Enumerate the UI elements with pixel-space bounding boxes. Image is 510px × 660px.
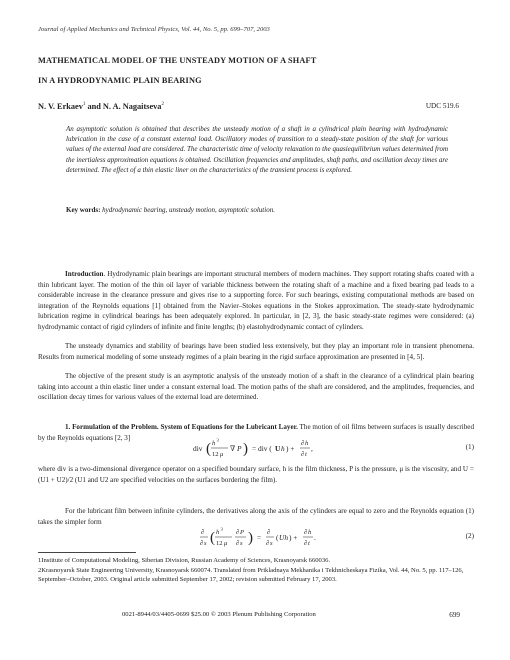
section-heading: 1. Formulation of the Problem. System of Equations for the Lubricant Layer. (65, 423, 298, 431)
paragraph-infinite-cylinders-text: For the lubricant film between infinite cylinders, the derivatives along the axis of the cylinders are equal to zero and the Reynolds equation (1) takes the simpler form (38, 507, 474, 526)
paragraph-unsteady-dynamics-text: The unsteady dynamics and stability of bearings have been studied less extensively, but they play an important role in transient phenomena. Results from numerical modeling of some unsteady regimes of a plain bearing in the rigid surface approximation are presented in [4, 5]. (38, 342, 474, 361)
keywords-label: Key words: (66, 206, 101, 214)
svg-text:∂: ∂ (304, 529, 308, 536)
svg-text:U: U (275, 444, 281, 453)
svg-text:(: ( (276, 533, 279, 542)
paper-title-line-2: IN A HYDRODYNAMIC PLAIN BEARING (38, 76, 202, 85)
svg-text:): ) (248, 530, 253, 546)
udc-code: UDC 519.6 (425, 102, 459, 110)
svg-text:(: ( (206, 441, 211, 457)
journal-header: Journal of Applied Mechanics and Technical Physics, Vol. 44, No. 5, pp. 699–707, 2003 (38, 26, 270, 33)
svg-text:μ: μ (220, 451, 224, 458)
svg-text:Uh: Uh (279, 533, 289, 542)
equation-2-number: (2) (465, 532, 474, 540)
svg-text:) +: ) + (289, 533, 298, 542)
svg-text:h: h (216, 529, 220, 536)
svg-text:∂: ∂ (301, 440, 305, 447)
paragraph-unsteady-dynamics (38, 341, 474, 362)
svg-text:(: ( (210, 530, 215, 546)
svg-text:) +: ) + (286, 444, 295, 453)
svg-text:.: . (314, 533, 316, 542)
svg-text:∂: ∂ (301, 451, 305, 458)
copyright-line: 0021-8944/03/4405-0699 $25.00 © 2003 Plenum Publishing Corporation (122, 611, 316, 618)
svg-text:div: div (193, 444, 203, 453)
svg-text:μ: μ (224, 540, 228, 547)
paragraph-infinite-cylinders (38, 506, 474, 527)
svg-text:P: P (237, 444, 242, 453)
author-1-affiliation-mark: 1 (82, 102, 86, 107)
svg-text:= div (: = div ( (252, 444, 272, 453)
svg-text:t: t (305, 451, 307, 458)
svg-text:3: 3 (216, 437, 219, 443)
svg-text:h: h (308, 529, 312, 536)
paper-title-line-1: MATHEMATICAL MODEL OF THE UNSTEADY MOTION OF A SHAFT (38, 56, 317, 65)
paragraph-introduction (38, 269, 474, 333)
equation-1-formula (38, 436, 474, 462)
svg-text:∇: ∇ (230, 444, 236, 453)
svg-text:s: s (204, 540, 207, 547)
equation-2-formula (38, 525, 474, 551)
author-list (38, 100, 164, 112)
introduction-text: . Hydrodynamic plain bearings are important structural members of modern machines. They support rotating shafts coated with a thin lubricant layer. The motion of the thin oil layer of variable thickness between the rotating shaft of a machine and a fixed bearing pad leads to a considerable increase in the clearance pressure and gives rise to a supporting force. For such bearings, existing computational methods are based on integration of the Reynolds equations [1] obtained from the Navier–Stokes equations in the Stokes approximation. The steady-state hydrodynamic lubrication regime in cylindrical bearings has been adequately explored. In particular, in [2, 3], the basic steady-state regimes were considered: (a) hydrodynamic contact of rigid cylinders of infinite and finite lengths; (b) elastohydrodynamic contact of cylinders. (38, 270, 474, 331)
svg-text:t: t (308, 540, 310, 547)
svg-text:h: h (212, 440, 216, 447)
svg-text:h: h (305, 440, 309, 447)
footnote-separator (38, 552, 136, 553)
svg-text:s: s (270, 540, 273, 547)
abstract: An asymptotic solution is obtained that describes the unsteady motion of a shaft in a cylindrical plain bearing with hydrodynamic lubrication in the case of a constant external load. Oscillatory modes of transition to a steady-state position of the shaft for various values of the external load are considered. The characteristic time of velocity relaxation to the quasiequilibrium values determined from the inertialess approximation equations is obtained. Oscillation frequencies and amplitudes, shaft paths, and oscillation decay times are determined. The effect of a thin elastic liner on the characteristics of the transient process is explored. (66, 125, 448, 174)
author-conjunction: and (85, 101, 103, 111)
footnote-1: 1Institute of Computational Modeling, Siberian Division, Russian Academy of Sciences, Krasnoyarsk 660036. (38, 557, 331, 564)
author-1: N. V. Erkaev (38, 101, 83, 111)
svg-text:∂: ∂ (236, 529, 240, 536)
author-2: N. A. Nagaitseva (102, 101, 162, 111)
svg-text:∂: ∂ (266, 540, 270, 547)
svg-text:P: P (240, 529, 245, 536)
introduction-heading: Introduction (65, 270, 104, 278)
keywords-text: hydrodynamic bearing, unsteady motion, asymptotic solution. (102, 206, 275, 214)
equation-1 (38, 436, 474, 460)
paragraph-objective-text: The objective of the present study is an asymptotic analysis of the unsteady motion of a shaft in the clearance of a cylindrical plain bearing taking into account a thin elastic liner under a constant external load. The motion paths of the shaft are considered, and the amplitudes, frequencies, and oscillation decay times for various values of the external load are determined. (38, 372, 474, 402)
svg-text:): ) (243, 441, 248, 457)
svg-text:∂: ∂ (200, 540, 204, 547)
svg-text:=: = (257, 533, 262, 542)
svg-text:3: 3 (220, 526, 223, 532)
svg-text:12: 12 (216, 540, 223, 547)
footnote-2: 2Krasnoyarsk State Engineering University, Krasnoyarsk 660074. Translated from Prikladnaya Mekhanika i Tekhnicheskaya Fizika, Vol. 44, No. 5, pp. 117–126, September–October, 2003. Original article submitted September 17, 2002; revision submitted February 17, 2003. (38, 567, 464, 583)
section-intro-text: The motion of oil films between surfaces is usually described by the Reynolds equations [2, 3] (38, 423, 474, 442)
svg-text:s: s (240, 540, 243, 547)
paragraph-objective (38, 371, 474, 403)
keywords (66, 205, 448, 216)
svg-text:h: h (281, 444, 285, 453)
svg-text:∂: ∂ (236, 540, 240, 547)
svg-text:12: 12 (212, 451, 219, 458)
svg-text:∂: ∂ (267, 529, 271, 536)
page-number: 699 (449, 611, 460, 619)
equation-2 (38, 525, 474, 549)
author-2-affiliation-mark: 2 (161, 102, 164, 107)
paragraph-definitions: where div is a two-dimensional divergence operator on a specified boundary surface, h is the film thickness, P is the pressure, μ is the viscosity, and U = (U1 + U2)/2 (U1 and U2 are specified velocities on the surfaces bordering the film). (38, 465, 474, 484)
svg-text:∂: ∂ (201, 529, 205, 536)
svg-text:∂: ∂ (304, 540, 308, 547)
svg-text:,: , (311, 444, 313, 453)
equation-1-number: (1) (465, 443, 474, 451)
